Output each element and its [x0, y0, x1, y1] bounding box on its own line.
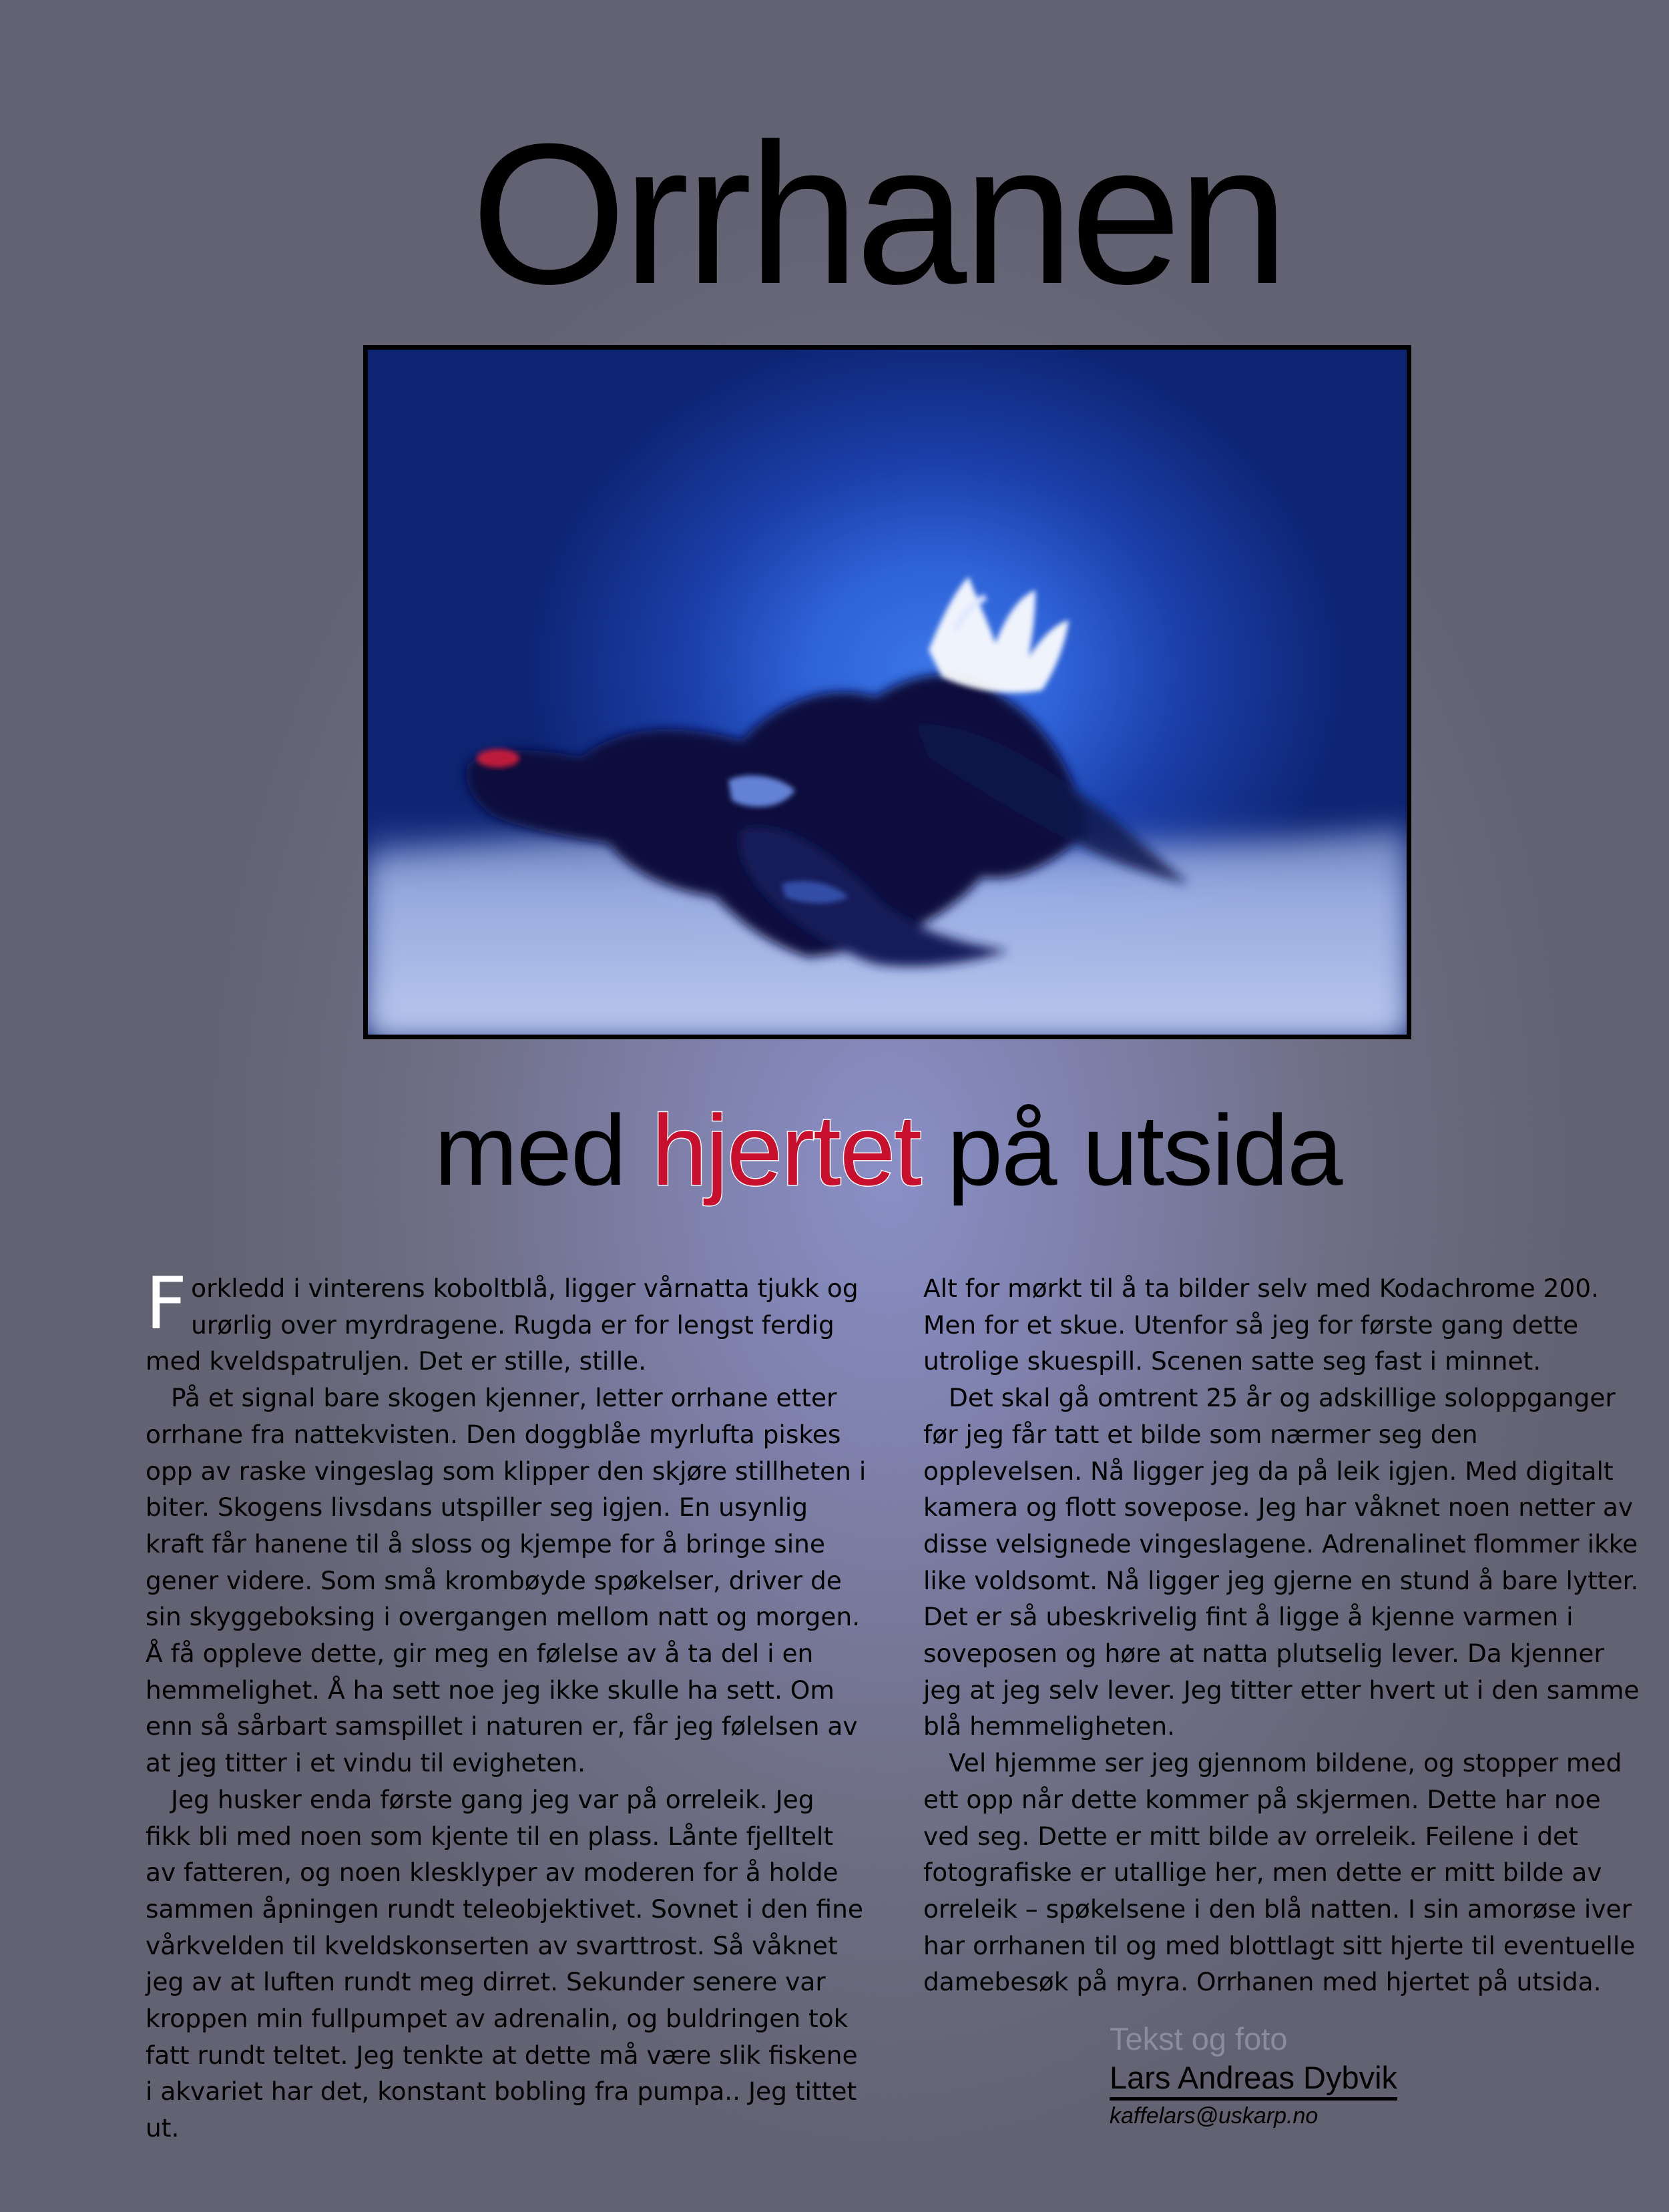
grouse-tail-feathers [929, 577, 1069, 693]
article-column-left [146, 1262, 867, 2147]
author-credit [1110, 2020, 1510, 2131]
article-paragraph: Alt for mørkt til å ta bilder selv med Kodachrome 200. Men for et skue. Utenfor så jeg for første gang dette utrolige skuespill. Scenen satte seg fast i minnet. [923, 1274, 1600, 1376]
author-email[interactable]: kaffelars@uskarp.no [1110, 2103, 1319, 2129]
article-paragraph: På et signal bare skogen kjenner, letter orrhane etter orrhane fra nattekvisten. Den doggblåe myrlufta piskes opp av raske vingeslag som klipper den skjøre stillheten i biter. Skogens livsdans utspiller seg igjen. En usynlig kraft får hanene til å sloss og kjempe for å bringe sine gener videre. Som små krombøyde spøkelser, driver de sin skyggeboksing i overgangen mellom natt og morgen. Å få oppleve dette, gir meg en følelse av å ta del i en hemmelighet. Å ha sett noe jeg ikke skulle ha sett. Om enn så sårbart samspillet i naturen er, får jeg følelsen av at jeg titter i et vindu til evigheten. [146, 1383, 867, 1778]
article-paragraph: Vel hjemme ser jeg gjennom bildene, og stopper med ett opp når dette kommer på skjermen. Dette har noe ved seg. Dette er mitt bilde av orreleik. Feilene i det fotografiske er utallige her, men dette er mitt bilde av orreleik – spøkelsene i den blå natten. I sin amorøse iver har orrhanen til og med blottlagt sitt hjerte til eventuelle damebesøk på myra. Orrhanen med hjertet på utsida. [923, 1748, 1636, 1997]
black-grouse-photo [363, 345, 1411, 1039]
page-subtitle [0, 1094, 1669, 1206]
red-comb-heart [477, 749, 519, 768]
subtitle-start: med [434, 1094, 652, 1206]
drop-cap: F [146, 1262, 188, 1346]
subtitle-end: på utsida [920, 1094, 1342, 1206]
credit-label: Tekst og foto [1110, 2021, 1288, 2056]
article-paragraph [146, 1262, 867, 1380]
subtitle-accent-word: hjertet [652, 1094, 921, 1206]
page-title: Orrhanen [471, 101, 1285, 326]
article-paragraph: Jeg husker enda første gang jeg var på orreleik. Jeg fikk bli med noen som kjente til en plass. Lånte fjelltelt av fatteren, og noen klesklyper av moderen for å holde sammen åpningen rundt teleobjektivet. Sovnet i den fine vårkvelden til kveldskonserten av svarttrost. Så våknet jeg av at luften rundt meg dirret. Sekunder senere var kroppen min fullpumpet av adrenalin, og buldringen tok fatt rundt teltet. Jeg tenkte at dette må være slik fiskene i akvariet har det, konstant bobling fra pumpa.. Jeg tittet ut. [146, 1784, 863, 2143]
black-grouse-illustration [368, 350, 1407, 1035]
article-paragraph: Det skal gå omtrent 25 år og adskillige soloppganger før jeg får tatt et bilde som nærmer seg den opplevelsen. Nå ligger jeg da på leik igjen. Med digitalt kamera og flott sovepose. Jeg har våknet noen netter av disse velsignede vingeslagene. Adrenalinet flommer ikke like voldsomt. Nå ligger jeg gjerne en stund å bare lytter. Det er så ubeskrivelig fint å ligge å kjenne varmen i soveposen og høre at natta plutselig lever. Da kjenner jeg at jeg selv lever. Jeg titter etter hvert ut i den samme blå hemmeligheten. [923, 1383, 1640, 1741]
paragraph-text: orkledd i vinterens koboltblå, ligger vårnatta tjukk og urørlig over myrdragene. Rugda er for lengst ferdig med kveldspatruljen. Det er stille, stille. [146, 1274, 859, 1376]
author-name: Lars Andreas Dybvik [1110, 2058, 1397, 2101]
article-column-right [923, 1270, 1644, 2000]
